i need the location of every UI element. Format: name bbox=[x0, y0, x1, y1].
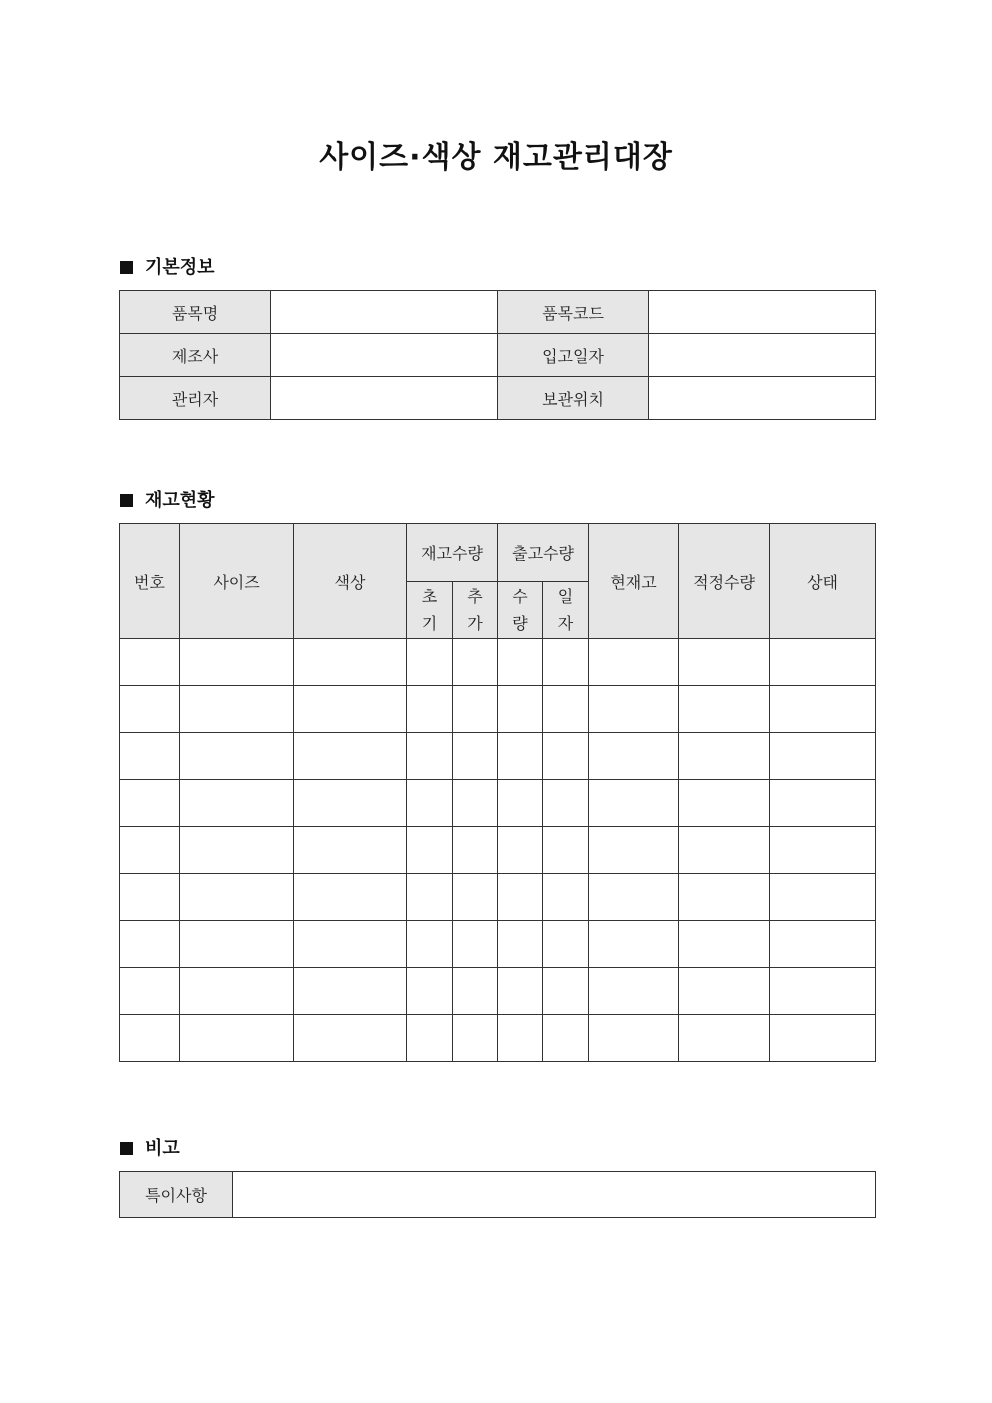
cell-initial[interactable] bbox=[407, 1015, 453, 1062]
manufacturer-label: 제조사 bbox=[120, 334, 271, 377]
cell-proper-qty[interactable] bbox=[679, 921, 770, 968]
cell-color[interactable] bbox=[294, 1015, 407, 1062]
cell-proper-qty[interactable] bbox=[679, 733, 770, 780]
cell-color[interactable] bbox=[294, 639, 407, 686]
manager-label: 관리자 bbox=[120, 377, 271, 420]
cell-added[interactable] bbox=[453, 827, 498, 874]
table-row bbox=[120, 1015, 876, 1062]
square-bullet-icon bbox=[120, 494, 133, 507]
cell-out-date[interactable] bbox=[543, 827, 589, 874]
cell-added[interactable] bbox=[453, 780, 498, 827]
manufacturer-field[interactable] bbox=[271, 334, 498, 377]
cell-proper-qty[interactable] bbox=[679, 827, 770, 874]
table-row bbox=[120, 874, 876, 921]
cell-current-stock[interactable] bbox=[589, 686, 679, 733]
cell-added[interactable] bbox=[453, 686, 498, 733]
cell-status[interactable] bbox=[770, 827, 876, 874]
item-code-field[interactable] bbox=[649, 291, 876, 334]
cell-color[interactable] bbox=[294, 686, 407, 733]
table-row bbox=[120, 686, 876, 733]
header-out-date bbox=[543, 582, 589, 639]
cell-status[interactable] bbox=[770, 1015, 876, 1062]
cell-initial[interactable] bbox=[407, 874, 453, 921]
cell-added[interactable] bbox=[453, 874, 498, 921]
cell-no[interactable] bbox=[120, 686, 180, 733]
cell-added[interactable] bbox=[453, 1015, 498, 1062]
cell-out-date[interactable] bbox=[543, 921, 589, 968]
section-stock-status bbox=[120, 486, 215, 512]
manager-field[interactable] bbox=[271, 377, 498, 420]
section-basic-info bbox=[120, 253, 215, 279]
cell-status[interactable] bbox=[770, 968, 876, 1015]
cell-no[interactable] bbox=[120, 874, 180, 921]
table-row bbox=[120, 827, 876, 874]
table-row bbox=[120, 733, 876, 780]
cell-current-stock[interactable] bbox=[589, 780, 679, 827]
table-row bbox=[120, 780, 876, 827]
cell-size[interactable] bbox=[180, 874, 294, 921]
cell-added[interactable] bbox=[453, 968, 498, 1015]
cell-proper-qty[interactable] bbox=[679, 780, 770, 827]
cell-out-date[interactable] bbox=[543, 874, 589, 921]
cell-initial[interactable] bbox=[407, 921, 453, 968]
remarks-table bbox=[119, 1171, 876, 1218]
header-status: 상태 bbox=[770, 524, 876, 639]
basic-info-table bbox=[119, 290, 876, 420]
cell-out-quantity[interactable] bbox=[498, 780, 543, 827]
item-name-label: 품목명 bbox=[120, 291, 271, 334]
header-color: 색상 bbox=[294, 524, 407, 639]
cell-size[interactable] bbox=[180, 686, 294, 733]
section-basic-info-label: 기본정보 bbox=[145, 257, 215, 278]
cell-current-stock[interactable] bbox=[589, 827, 679, 874]
cell-no[interactable] bbox=[120, 827, 180, 874]
cell-initial[interactable] bbox=[407, 780, 453, 827]
header-no: 번호 bbox=[120, 524, 180, 639]
cell-current-stock[interactable] bbox=[589, 874, 679, 921]
cell-status[interactable] bbox=[770, 921, 876, 968]
section-stock-status-label: 재고현황 bbox=[145, 490, 215, 511]
cell-status[interactable] bbox=[770, 874, 876, 921]
storage-location-label: 보관위치 bbox=[498, 377, 649, 420]
cell-status[interactable] bbox=[770, 686, 876, 733]
item-name-field[interactable] bbox=[271, 291, 498, 334]
receipt-date-field[interactable] bbox=[649, 334, 876, 377]
header-out-quantity-line2: 량 bbox=[512, 614, 528, 633]
cell-out-quantity[interactable] bbox=[498, 1015, 543, 1062]
header-initial-line1: 초 bbox=[421, 587, 438, 606]
header-size: 사이즈 bbox=[180, 524, 294, 639]
header-added-line2: 가 bbox=[467, 614, 483, 633]
special-notes-label: 특이사항 bbox=[120, 1172, 233, 1218]
cell-out-quantity[interactable] bbox=[498, 733, 543, 780]
stock-table bbox=[119, 523, 876, 1062]
table-row bbox=[120, 968, 876, 1015]
header-out-quantity bbox=[498, 582, 543, 639]
cell-color[interactable] bbox=[294, 968, 407, 1015]
receipt-date-label: 입고일자 bbox=[498, 334, 649, 377]
cell-initial[interactable] bbox=[407, 827, 453, 874]
cell-initial[interactable] bbox=[407, 733, 453, 780]
header-initial-line2: 기 bbox=[421, 614, 438, 633]
cell-proper-qty[interactable] bbox=[679, 686, 770, 733]
cell-current-stock[interactable] bbox=[589, 733, 679, 780]
cell-color[interactable] bbox=[294, 874, 407, 921]
cell-current-stock[interactable] bbox=[589, 1015, 679, 1062]
cell-size[interactable] bbox=[180, 1015, 294, 1062]
item-code-label: 품목코드 bbox=[498, 291, 649, 334]
header-stock-qty: 재고수량 bbox=[407, 524, 498, 582]
cell-size[interactable] bbox=[180, 780, 294, 827]
cell-status[interactable] bbox=[770, 780, 876, 827]
cell-added[interactable] bbox=[453, 639, 498, 686]
cell-proper-qty[interactable] bbox=[679, 639, 770, 686]
cell-current-stock[interactable] bbox=[589, 639, 679, 686]
cell-no[interactable] bbox=[120, 733, 180, 780]
header-out-qty: 출고수량 bbox=[498, 524, 589, 582]
cell-color[interactable] bbox=[294, 780, 407, 827]
header-current-stock: 현재고 bbox=[589, 524, 679, 639]
cell-no[interactable] bbox=[120, 1015, 180, 1062]
table-row bbox=[120, 639, 876, 686]
table-row bbox=[120, 921, 876, 968]
cell-initial[interactable] bbox=[407, 686, 453, 733]
cell-proper-qty[interactable] bbox=[679, 1015, 770, 1062]
cell-current-stock[interactable] bbox=[589, 968, 679, 1015]
cell-out-date[interactable] bbox=[543, 780, 589, 827]
cell-size[interactable] bbox=[180, 827, 294, 874]
storage-location-field[interactable] bbox=[649, 377, 876, 420]
cell-out-quantity[interactable] bbox=[498, 874, 543, 921]
header-out-date-line1: 일 bbox=[557, 587, 574, 606]
cell-color[interactable] bbox=[294, 921, 407, 968]
cell-size[interactable] bbox=[180, 968, 294, 1015]
header-added bbox=[453, 582, 498, 639]
header-initial bbox=[407, 582, 453, 639]
cell-proper-qty[interactable] bbox=[679, 968, 770, 1015]
header-proper-qty: 적정수량 bbox=[679, 524, 770, 639]
special-notes-field[interactable] bbox=[233, 1172, 876, 1218]
cell-size[interactable] bbox=[180, 733, 294, 780]
cell-no[interactable] bbox=[120, 968, 180, 1015]
header-out-date-line2: 자 bbox=[557, 614, 574, 633]
cell-status[interactable] bbox=[770, 733, 876, 780]
cell-out-quantity[interactable] bbox=[498, 639, 543, 686]
cell-size[interactable] bbox=[180, 921, 294, 968]
cell-size[interactable] bbox=[180, 639, 294, 686]
cell-added[interactable] bbox=[453, 921, 498, 968]
cell-out-quantity[interactable] bbox=[498, 686, 543, 733]
section-remarks-label: 비고 bbox=[145, 1138, 180, 1159]
cell-out-date[interactable] bbox=[543, 639, 589, 686]
cell-initial[interactable] bbox=[407, 639, 453, 686]
cell-no[interactable] bbox=[120, 780, 180, 827]
cell-color[interactable] bbox=[294, 827, 407, 874]
section-remarks bbox=[120, 1134, 180, 1160]
cell-color[interactable] bbox=[294, 733, 407, 780]
cell-no[interactable] bbox=[120, 639, 180, 686]
square-bullet-icon bbox=[120, 1142, 133, 1155]
cell-out-date[interactable] bbox=[543, 1015, 589, 1062]
cell-out-date[interactable] bbox=[543, 733, 589, 780]
cell-out-date[interactable] bbox=[543, 968, 589, 1015]
cell-added[interactable] bbox=[453, 733, 498, 780]
cell-out-date[interactable] bbox=[543, 686, 589, 733]
cell-proper-qty[interactable] bbox=[679, 874, 770, 921]
header-out-quantity-line1: 수 bbox=[512, 587, 528, 606]
cell-out-quantity[interactable] bbox=[498, 827, 543, 874]
page-title: 사이즈·색상 재고관리대장 bbox=[319, 140, 673, 175]
cell-no[interactable] bbox=[120, 921, 180, 968]
cell-initial[interactable] bbox=[407, 968, 453, 1015]
square-bullet-icon bbox=[120, 261, 133, 274]
cell-out-quantity[interactable] bbox=[498, 921, 543, 968]
cell-out-quantity[interactable] bbox=[498, 968, 543, 1015]
cell-status[interactable] bbox=[770, 639, 876, 686]
header-added-line1: 추 bbox=[467, 587, 483, 606]
cell-current-stock[interactable] bbox=[589, 921, 679, 968]
